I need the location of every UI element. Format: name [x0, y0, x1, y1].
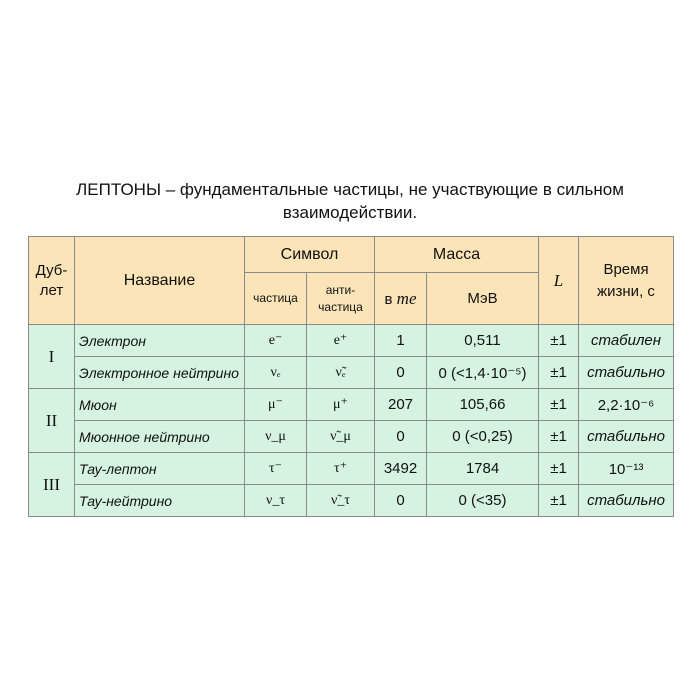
particle-name: Мюон — [75, 389, 245, 421]
header-name: Название — [75, 237, 245, 325]
mass-mev: 0 (<1,4·10⁻⁵) — [427, 357, 539, 389]
lepton-number: ±1 — [539, 485, 579, 517]
particle-symbol: ν_μ — [245, 421, 307, 453]
header-lifetime: Время жизни, с — [579, 237, 674, 325]
lepton-number: ±1 — [539, 357, 579, 389]
particle-symbol: μ⁻ — [245, 389, 307, 421]
lepton-number: ±1 — [539, 389, 579, 421]
antiparticle-symbol: e⁺ — [307, 325, 375, 357]
table-row — [29, 389, 674, 421]
mass-mev: 0 (<35) — [427, 485, 539, 517]
mass-me: 0 — [375, 357, 427, 389]
mass-me: 3492 — [375, 453, 427, 485]
doublet-cell: III — [29, 453, 75, 517]
header-particle: частица — [245, 273, 307, 325]
leptons-table — [28, 236, 674, 517]
antiparticle-symbol: ν̃_τ — [307, 485, 375, 517]
antiparticle-symbol: ν̃ₑ — [307, 357, 375, 389]
mass-me: 1 — [375, 325, 427, 357]
particle-symbol: νₑ — [245, 357, 307, 389]
mass-mev: 105,66 — [427, 389, 539, 421]
particle-name: Тау-лептон — [75, 453, 245, 485]
particle-symbol: τ⁻ — [245, 453, 307, 485]
table-row — [29, 485, 674, 517]
mass-mev: 0 (<0,25) — [427, 421, 539, 453]
doublet-cell: II — [29, 389, 75, 453]
doublet-cell: I — [29, 325, 75, 389]
lifetime: стабилен — [579, 325, 674, 357]
table-row — [29, 357, 674, 389]
particle-symbol: e⁻ — [245, 325, 307, 357]
page-title: ЛЕПТОНЫ – фундаментальные частицы, не участвующие в сильном взаимодействии. — [76, 180, 624, 222]
antiparticle-symbol: ν̃_μ — [307, 421, 375, 453]
header-doublet: Дуб-лет — [29, 237, 75, 325]
header-mass-me-prefix: в — [384, 290, 397, 308]
antiparticle-symbol: μ⁺ — [307, 389, 375, 421]
header-mass-me-var: me — [396, 288, 417, 308]
header-mass: Масса — [375, 237, 539, 273]
table-row — [29, 421, 674, 453]
table-row — [29, 453, 674, 485]
lepton-number: ±1 — [539, 421, 579, 453]
particle-name: Электронное нейтрино — [75, 357, 245, 389]
mass-mev: 0,511 — [427, 325, 539, 357]
mass-me: 0 — [375, 485, 427, 517]
particle-name: Электрон — [75, 325, 245, 357]
header-symbol: Символ — [245, 237, 375, 273]
header-antiparticle: анти-частица — [307, 273, 375, 325]
particle-symbol: ν_τ — [245, 485, 307, 517]
lifetime: 10⁻¹³ — [579, 453, 674, 485]
header-lepton-number: L — [539, 237, 579, 325]
header-mass-me — [375, 273, 427, 325]
mass-mev: 1784 — [427, 453, 539, 485]
lepton-number: ±1 — [539, 453, 579, 485]
header-mass-mev: МэВ — [427, 273, 539, 325]
particle-name: Тау-нейтрино — [75, 485, 245, 517]
particle-name: Мюонное нейтрино — [75, 421, 245, 453]
lifetime: стабильно — [579, 485, 674, 517]
lifetime: стабильно — [579, 421, 674, 453]
mass-me: 207 — [375, 389, 427, 421]
antiparticle-symbol: τ⁺ — [307, 453, 375, 485]
lifetime: стабильно — [579, 357, 674, 389]
table-row — [29, 325, 674, 357]
lifetime: 2,2·10⁻⁶ — [579, 389, 674, 421]
lepton-number: ±1 — [539, 325, 579, 357]
mass-me: 0 — [375, 421, 427, 453]
